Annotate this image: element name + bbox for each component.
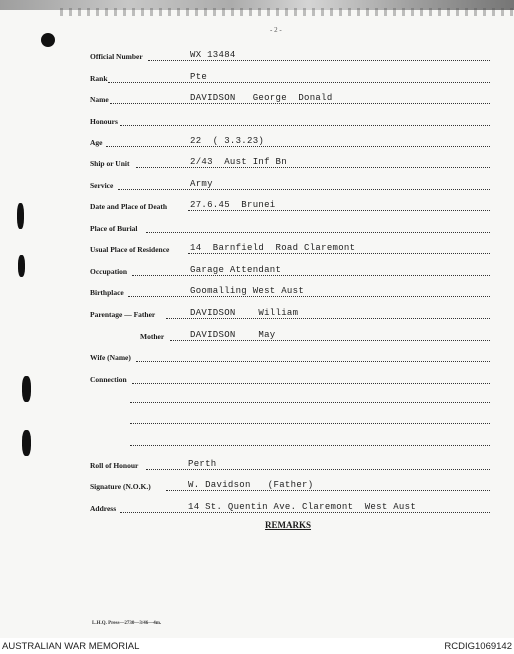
- printer-footnote: L.H.Q. Press—2730—3/46—4m.: [92, 621, 162, 626]
- field-mother: Mother DAVIDSON May: [90, 328, 490, 342]
- field-date-place-of-death: Date and Place of Death 27.6.45 Brunei: [90, 198, 490, 212]
- field-occupation: Occupation Garage Attendant: [90, 263, 490, 277]
- field-official-number: Official Number WX 13484: [90, 48, 490, 62]
- signature-value: W. Davidson (Father): [188, 480, 314, 490]
- field-address: Address 14 St. Quentin Ave. Claremont West Aust: [90, 500, 490, 514]
- field-service: Service Army: [90, 177, 490, 191]
- field-honours: Honours: [90, 113, 490, 127]
- field-name: Name DAVIDSON George Donald: [90, 91, 490, 105]
- name-value: DAVIDSON George Donald: [190, 93, 333, 103]
- field-connection: Connection: [90, 371, 490, 385]
- field-residence: Usual Place of Residence 14 Barnfield Road Claremont: [90, 241, 490, 255]
- field-rank: Rank Pte: [90, 70, 490, 84]
- official-number-value: WX 13484: [190, 50, 236, 60]
- field-age: Age 22 ( 3.3.23): [90, 134, 490, 148]
- mother-value: DAVIDSON May: [190, 330, 276, 340]
- binding-mark-1: [17, 203, 24, 229]
- binding-mark-2: [18, 255, 25, 277]
- rank-value: Pte: [190, 72, 208, 82]
- field-ship-or-unit: Ship or Unit 2/43 Aust Inf Bn: [90, 155, 490, 169]
- father-value: DAVIDSON William: [190, 308, 299, 318]
- remarks-heading: REMARKS: [265, 520, 312, 530]
- field-roll-of-honour: Roll of Honour Perth: [90, 457, 490, 471]
- residence-value: 14 Barnfield Road Claremont: [190, 243, 356, 253]
- archive-name: AUSTRALIAN WAR MEMORIAL: [2, 641, 140, 652]
- age-value: 22 ( 3.3.23): [190, 136, 265, 146]
- connection-line-4: [130, 445, 490, 446]
- service-value: Army: [190, 179, 213, 189]
- death-value: 27.6.45 Brunei: [190, 200, 276, 210]
- connection-line-3: [130, 423, 490, 424]
- field-place-of-burial: Place of Burial: [90, 220, 490, 234]
- roll-of-honour-value: Perth: [188, 459, 217, 469]
- field-birthplace: Birthplace Goomalling West Aust: [90, 284, 490, 298]
- occupation-value: Garage Attendant: [190, 265, 282, 275]
- binding-mark-4: [22, 430, 31, 456]
- birthplace-value: Goomalling West Aust: [190, 286, 305, 296]
- address-value: 14 St. Quentin Ave. Claremont West Aust: [188, 502, 417, 512]
- field-father: Parentage — Father DAVIDSON William: [90, 306, 490, 320]
- archive-id: RCDIG1069142: [444, 641, 512, 652]
- unit-value: 2/43 Aust Inf Bn: [190, 157, 287, 167]
- scan-edge-noise: [60, 8, 514, 16]
- punch-hole-top: [41, 33, 55, 47]
- connection-line-2: [130, 402, 490, 403]
- field-signature-nok: Signature (N.O.K.) W. Davidson (Father): [90, 478, 490, 492]
- field-wife: Wife (Name): [90, 349, 490, 363]
- page-number: - 2 -: [270, 26, 282, 34]
- archive-footer: [0, 638, 514, 654]
- binding-mark-3: [22, 376, 31, 402]
